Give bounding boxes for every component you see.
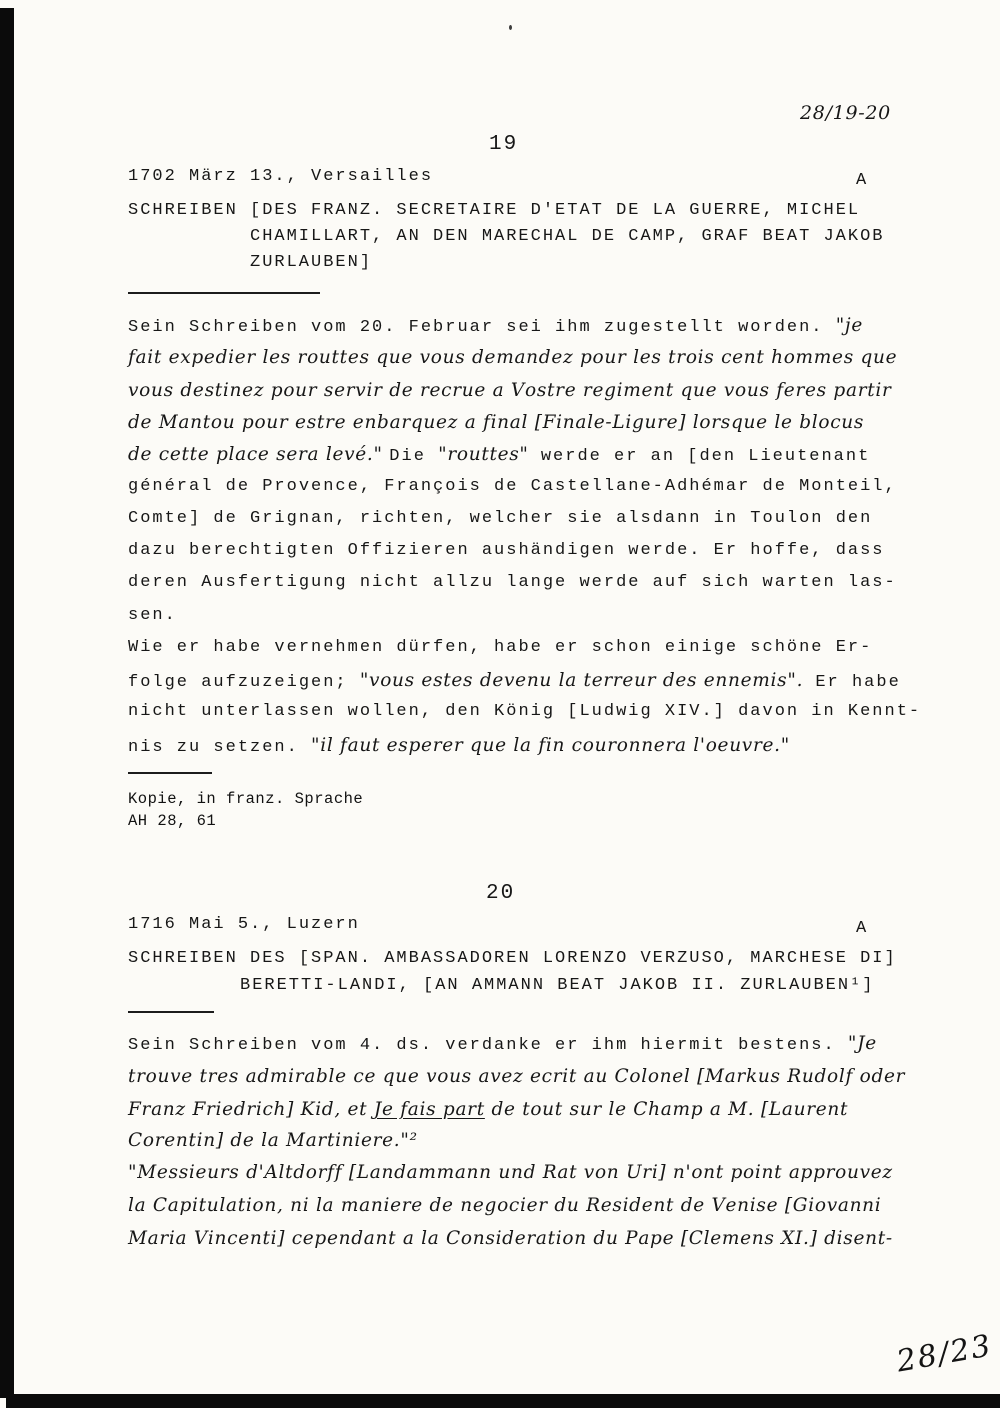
- text-french-quote: "routtes": [438, 444, 529, 465]
- entry-19-body-line: [128, 670, 901, 692]
- scan-edge-artifact-bottom: [6, 1394, 1000, 1408]
- entry-19-body-line: [128, 638, 872, 657]
- text-french-quote: de tout sur le Champ a M. [Laurent: [484, 1099, 849, 1120]
- text-french-quote: Maria Vincenti] cependant a la Consideration du Pape [Clemens XI.] disent-: [128, 1228, 893, 1249]
- entry-19-series-mark: A: [856, 171, 869, 190]
- text-french-quote: "il faut esperer que la fin couronnera l'oeuvre.": [311, 735, 790, 756]
- separator-rule: [128, 772, 212, 774]
- entry-20-body-line: [128, 1228, 893, 1249]
- text-french-underlined: Je fais part: [373, 1099, 485, 1120]
- entry-19-body-line: [128, 702, 921, 721]
- text-french-quote: "Messieurs d'Altdorff [Landammann und Rat von Uri] n'ont point approuvez: [128, 1162, 893, 1183]
- entry-19-body-line: [128, 347, 897, 368]
- entry-19-heading-line-1: SCHREIBEN [DES FRANZ. SECRETAIRE D'ETAT DE LA GUERRE, MICHEL: [128, 201, 861, 220]
- text-german: Sein Schreiben vom 20. Februar sei ihm zugestellt worden.: [128, 318, 836, 337]
- text-german: général de Provence, François de Castellane-Adhémar de Monteil,: [128, 477, 897, 496]
- text-german: deren Ausfertigung nicht allzu lange werde auf sich warten las-: [128, 573, 897, 592]
- entry-20-body-line: [128, 1033, 877, 1055]
- entry-19-body-line: [128, 315, 863, 337]
- entry-19-body-line: [128, 509, 872, 528]
- text-german: Comte] de Grignan, richten, welcher sie alsdann in Toulon den: [128, 509, 873, 528]
- text-french-quote: fait expedier les routtes que vous demandez pour les trois cent hommes que: [128, 347, 898, 368]
- text-german: sen.: [128, 606, 177, 625]
- entry-20-heading-line-2: BERETTI-LANDI, [AN AMMANN BEAT JAKOB II. ZURLAUBEN¹]: [240, 976, 875, 995]
- entry-19-number: 19: [489, 133, 519, 156]
- text-german: folge aufzuzeigen;: [128, 673, 360, 692]
- text-french-quote: Franz Friedrich] Kid, et: [128, 1099, 374, 1120]
- separator-rule: [128, 1011, 214, 1013]
- text-german: nicht unterlassen wollen, den König [Ludwig XIV.] davon in Kennt-: [128, 702, 922, 721]
- entry-20-date-place: 1716 Mai 5., Luzern: [128, 915, 360, 934]
- entry-19-body-line: [128, 541, 885, 560]
- text-german: dazu berechtigten Offizieren aushändigen werde. Er hoffe, dass: [128, 541, 885, 560]
- entry-20-heading-line-1: SCHREIBEN DES [SPAN. AMBASSADOREN LORENZO VERZUSO, MARCHESE DI]: [128, 949, 897, 968]
- folio-number-top: 28/19-20: [800, 102, 891, 124]
- text-french-quote: "vous estes devenu la terreur des ennemis".: [359, 670, 804, 691]
- text-french-quote: de cette place sera levé.": [128, 444, 390, 465]
- entry-19-body-line: [128, 477, 897, 496]
- text-french-quote: vous destinez pour servir de recrue a Vostre regiment que vous feres partir: [128, 380, 892, 401]
- entry-20-series-mark: A: [856, 919, 869, 938]
- text-french-quote: de Mantou pour estre enbarquez a final [Finale-Ligure] lorsque le blocus: [128, 412, 865, 433]
- entry-20-body-line: [128, 1099, 848, 1120]
- entry-19-date-place: 1702 März 13., Versailles: [128, 167, 434, 186]
- text-french-quote: "Je: [847, 1033, 877, 1054]
- entry-20-body-line: [128, 1130, 418, 1151]
- entry-19-source-note: Kopie, in franz. Sprache: [128, 790, 364, 808]
- entry-19-body-line: [128, 444, 870, 466]
- text-french-quote: trouve tres admirable ce que vous avez ecrit au Colonel [Markus Rudolf oder: [128, 1066, 906, 1087]
- entry-20-number: 20: [486, 882, 516, 905]
- entry-20-body-line: [128, 1162, 893, 1183]
- entry-19-heading-line-2: CHAMILLART, AN DEN MARECHAL DE CAMP, GRAF BEAT JAKOB: [250, 227, 885, 246]
- text-german: Sein Schreiben vom 4. ds. verdanke er ihm hiermit bestens.: [128, 1036, 848, 1055]
- separator-rule: [128, 292, 320, 294]
- entry-19-heading-line-3: ZURLAUBEN]: [250, 253, 373, 272]
- scan-speck: [509, 25, 512, 30]
- text-french-quote: Corentin] de la Martiniere."²: [128, 1130, 418, 1151]
- entry-20-body-line: [128, 1066, 905, 1087]
- text-german: Er habe: [803, 673, 901, 692]
- entry-19-body-line: [128, 380, 892, 401]
- entry-19-body-line: [128, 412, 864, 433]
- folio-number-bottom-handwritten: 28/23: [894, 1328, 996, 1380]
- text-french-quote: "je: [835, 315, 863, 336]
- entry-19-body-line: [128, 573, 897, 592]
- text-german: Die: [389, 447, 439, 466]
- entry-19-source-ref: AH 28, 61: [128, 812, 217, 830]
- text-german: werde er an [den Lieutenant: [528, 447, 871, 466]
- scan-edge-artifact-left: [0, 8, 14, 1398]
- entry-20-body-line: [128, 1195, 881, 1216]
- text-german: nis zu setzen.: [128, 738, 312, 757]
- text-german: Wie er habe vernehmen dürfen, habe er schon einige schöne Er-: [128, 638, 873, 657]
- text-french-quote: la Capitulation, ni la maniere de negocier du Resident de Venise [Giovanni: [128, 1195, 882, 1216]
- entry-19-body-line: [128, 606, 177, 625]
- entry-19-body-line: [128, 735, 790, 757]
